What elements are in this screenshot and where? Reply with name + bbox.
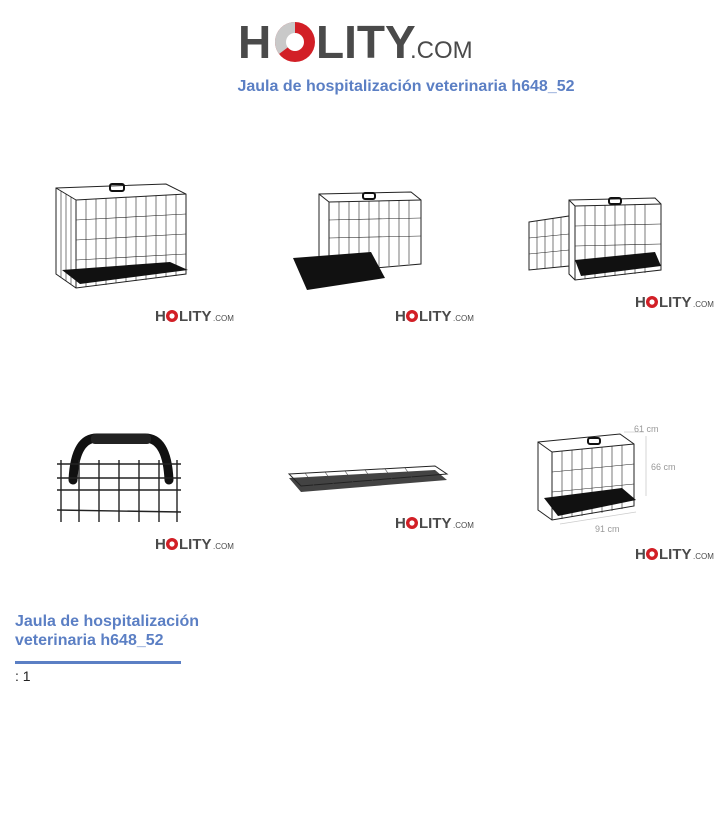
watermark-logo bbox=[395, 513, 475, 533]
svg-text:H: H bbox=[635, 294, 646, 311]
svg-text:LITY: LITY bbox=[179, 536, 212, 553]
gallery-image-cage-front-door-open[interactable] bbox=[285, 180, 525, 410]
svg-text:LITY: LITY bbox=[179, 308, 212, 325]
page-title: Jaula de hospitalización veterinaria h648_52 bbox=[237, 78, 575, 95]
dim-depth-label: 61 cm bbox=[634, 424, 659, 434]
cage-image bbox=[525, 190, 675, 290]
cage-image bbox=[285, 180, 445, 310]
svg-text:H: H bbox=[635, 546, 646, 563]
svg-text:.COM: .COM bbox=[693, 552, 714, 561]
svg-text:LITY: LITY bbox=[659, 294, 692, 311]
dim-width-label: 91 cm bbox=[595, 524, 620, 534]
svg-text:.COM: .COM bbox=[213, 542, 234, 551]
quantity-label: : 1 bbox=[15, 668, 31, 684]
svg-text:H: H bbox=[155, 536, 166, 553]
handle-image bbox=[55, 430, 185, 530]
gallery-image-cage-folded[interactable] bbox=[285, 460, 525, 690]
logo-word: LITY bbox=[316, 16, 416, 68]
svg-text:H: H bbox=[395, 308, 406, 325]
watermark-logo bbox=[395, 306, 475, 326]
cage-image bbox=[40, 170, 200, 310]
watermark-logo bbox=[635, 292, 715, 312]
dimensions-image bbox=[530, 420, 710, 545]
product-name: Jaula de hospitalización veterinaria h648_52 bbox=[15, 613, 200, 649]
svg-text:.COM: .COM bbox=[693, 300, 714, 309]
svg-text:LITY: LITY bbox=[659, 546, 692, 563]
svg-text:LITY: LITY bbox=[419, 515, 452, 532]
gallery-image-cage-closed[interactable] bbox=[40, 170, 280, 400]
holity-logo[interactable] bbox=[238, 14, 488, 70]
gallery-image-cage-side-door-open[interactable] bbox=[525, 190, 720, 420]
svg-text:.COM: .COM bbox=[453, 314, 474, 323]
svg-text:H: H bbox=[155, 308, 166, 325]
svg-text:LITY: LITY bbox=[419, 308, 452, 325]
logo-suffix: .COM bbox=[410, 37, 473, 64]
title-underline bbox=[15, 661, 181, 664]
logo-o-icon bbox=[275, 22, 315, 62]
svg-text:H: H bbox=[395, 515, 406, 532]
svg-text:.COM: .COM bbox=[453, 521, 474, 530]
watermark-logo bbox=[155, 534, 235, 554]
logo-letter-h: H bbox=[238, 16, 272, 68]
dim-height-label: 66 cm bbox=[651, 462, 676, 472]
svg-text:.COM: .COM bbox=[213, 314, 234, 323]
gallery-image-cage-dimensions[interactable] bbox=[530, 420, 720, 650]
folded-cage-image bbox=[285, 460, 450, 500]
watermark-logo bbox=[155, 306, 235, 326]
watermark-logo bbox=[635, 544, 715, 564]
